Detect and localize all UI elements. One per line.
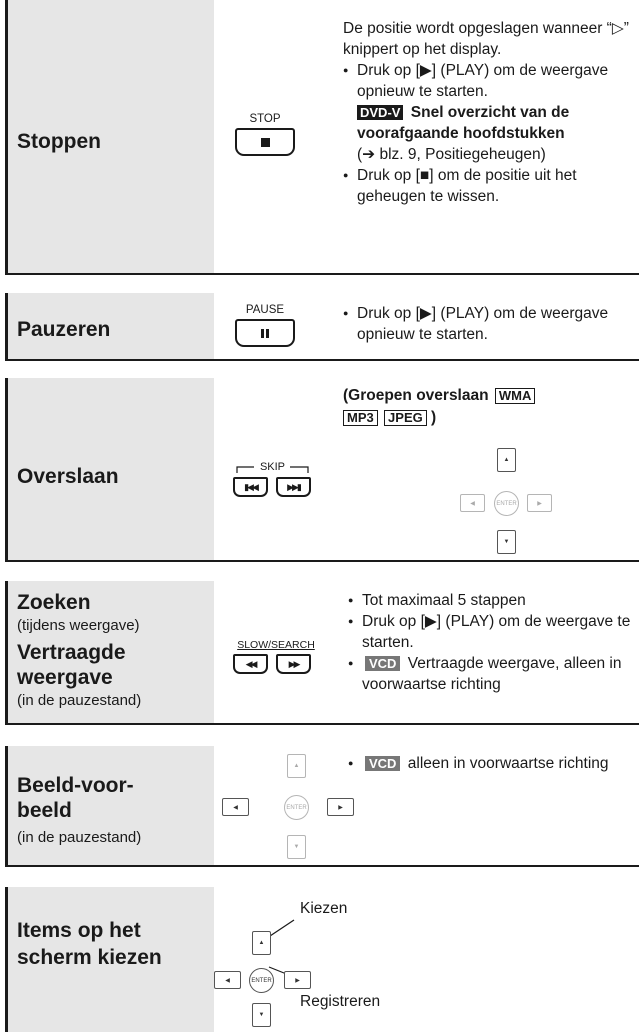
section-select-label-column — [8, 887, 214, 1032]
slow-search-button-label: SLOW/SEARCH — [237, 639, 315, 651]
search-bullet-play: ● Druk op [▶] (PLAY) om de weergave te starten. — [348, 611, 638, 653]
stop-bullet-clear: ● Druk op [■] om de positie uit het geheugen te wissen. — [343, 165, 635, 207]
enter-icon: ENTER — [286, 804, 307, 811]
skip-next-icon: ▶▶▮ — [287, 481, 300, 492]
section-divider — [5, 723, 639, 725]
stop-description — [343, 18, 635, 207]
search-vcd-text: Vertraagde weergave, alleen in voorwaartse richting — [362, 655, 622, 693]
select-down-button[interactable] — [252, 1003, 271, 1027]
mp3-badge: MP3 — [343, 410, 378, 426]
section-title-select: Items op het scherm kiezen — [17, 919, 162, 969]
section-pause-label-column — [8, 293, 214, 359]
vcd-badge: VCD — [365, 756, 400, 771]
frame-vcd-text: alleen in voorwaartse richting — [407, 755, 609, 772]
arrow-left-icon: ◀ — [233, 804, 238, 811]
dvd-v-badge: DVD-V — [357, 105, 403, 120]
frame-description — [348, 753, 638, 774]
pause-button-label: PAUSE — [245, 304, 285, 316]
skip-previous-icon: ▮◀◀ — [244, 481, 257, 492]
section-frame-label-column — [8, 746, 214, 865]
skip-enter-button — [494, 491, 519, 516]
section-stop-label-column — [8, 0, 214, 273]
stop-button[interactable] — [235, 128, 295, 156]
section-search — [5, 581, 639, 723]
stop-button-label: STOP — [249, 113, 281, 125]
skip-left-button — [460, 494, 485, 512]
arrow-right-icon: ▶ — [338, 804, 343, 811]
search-reverse-button[interactable] — [233, 654, 268, 674]
fast-forward-icon: ▶▶ — [288, 658, 299, 669]
pause-bullet-play: ● Druk op [▶] (PLAY) om de weergave opnieuw te starten. — [343, 303, 639, 345]
section-divider — [5, 359, 639, 361]
frame-right-button[interactable] — [327, 798, 354, 816]
stop-intro-text: De positie wordt opgeslagen wanneer “▷” knippert op het display. — [343, 20, 629, 58]
arrow-up-icon: ▲ — [258, 940, 265, 946]
skip-group-heading — [343, 385, 639, 429]
skip-down-button[interactable] — [497, 530, 516, 554]
section-title-stop: Stoppen — [17, 130, 101, 153]
arrow-down-icon: ▼ — [503, 539, 510, 545]
frame-down-button — [287, 835, 306, 859]
vcd-badge: VCD — [365, 656, 400, 671]
stop-square-icon — [261, 138, 270, 147]
select-right-button[interactable] — [284, 971, 311, 989]
section-pause — [5, 293, 639, 359]
stop-dvd-note — [343, 102, 635, 144]
stop-dvd-reference: (➔ blz. 9, Positiegeheugen) — [357, 146, 546, 163]
section-pause-content — [214, 293, 639, 359]
frame-bullet-vcd — [348, 753, 638, 774]
stop-dvd-bold-text: Snel overzicht van de voorafgaande hoofdstukken — [357, 104, 570, 142]
jpeg-badge: JPEG — [384, 410, 427, 426]
arrow-up-icon: ▲ — [503, 457, 510, 463]
callout-label-register: Registreren — [300, 993, 381, 1010]
select-enter-button[interactable] — [249, 968, 274, 993]
skip-group-close: ) — [431, 409, 437, 426]
skip-previous-button[interactable] — [233, 477, 268, 497]
skip-right-button — [527, 494, 552, 512]
section-title-pause: Pauzeren — [17, 318, 111, 341]
section-select-content — [214, 887, 639, 1032]
arrow-right-icon: ▶ — [537, 500, 542, 507]
section-title-skip: Overslaan — [17, 465, 119, 488]
section-search-label-column — [8, 581, 214, 723]
section-sub-frame: (in de pauzestand) — [17, 829, 142, 846]
select-left-button[interactable] — [214, 971, 241, 989]
arrow-left-icon: ◀ — [225, 977, 230, 984]
section-title-search: Zoeken — [17, 591, 91, 614]
section-divider — [5, 865, 639, 867]
section-title-frame: Beeld-voor-beeld — [17, 774, 134, 822]
arrow-left-icon: ◀ — [470, 500, 475, 507]
section-divider — [5, 560, 639, 562]
section-frame-content — [214, 746, 639, 865]
pause-icon — [261, 329, 269, 338]
section-sub-slow: (in de pauzestand) — [17, 692, 142, 709]
enter-icon: ENTER — [496, 500, 517, 507]
stop-bullet-play: ● Druk op [▶] (PLAY) om de weergave opnieuw te starten. — [343, 60, 635, 102]
pause-button[interactable] — [235, 319, 295, 347]
skip-next-button[interactable] — [276, 477, 311, 497]
search-bullet-steps: ● Tot maximaal 5 stappen — [348, 590, 638, 611]
section-title-slow: Vertraagde weergave — [17, 641, 126, 689]
section-frame — [5, 746, 639, 865]
frame-up-button — [287, 754, 306, 778]
frame-enter-button — [284, 795, 309, 820]
section-divider — [5, 273, 639, 275]
frame-left-button[interactable] — [222, 798, 249, 816]
section-skip — [5, 378, 639, 560]
skip-button-label: SKIP — [259, 461, 286, 473]
pause-description — [343, 303, 639, 345]
search-forward-button[interactable] — [276, 654, 311, 674]
section-stop — [5, 0, 639, 273]
section-skip-content — [214, 378, 639, 560]
callout-label-select: Kiezen — [300, 900, 348, 917]
arrow-right-icon: ▶ — [295, 977, 300, 984]
search-description — [348, 590, 638, 695]
rewind-icon: ◀◀ — [245, 658, 256, 669]
enter-icon: ENTER — [251, 977, 272, 984]
wma-badge: WMA — [495, 388, 536, 404]
arrow-up-icon: ▲ — [293, 763, 300, 769]
section-sub-search: (tijdens weergave) — [17, 617, 140, 634]
section-skip-label-column — [8, 378, 214, 560]
section-select — [5, 887, 639, 1032]
select-up-button[interactable] — [252, 931, 271, 955]
section-search-content — [214, 581, 639, 723]
arrow-down-icon: ▼ — [258, 1012, 265, 1018]
section-stop-content — [214, 0, 639, 273]
skip-up-button[interactable] — [497, 448, 516, 472]
search-bullet-vcd — [348, 653, 638, 695]
arrow-down-icon: ▼ — [293, 844, 300, 850]
skip-group-text: (Groepen overslaan — [343, 387, 489, 404]
